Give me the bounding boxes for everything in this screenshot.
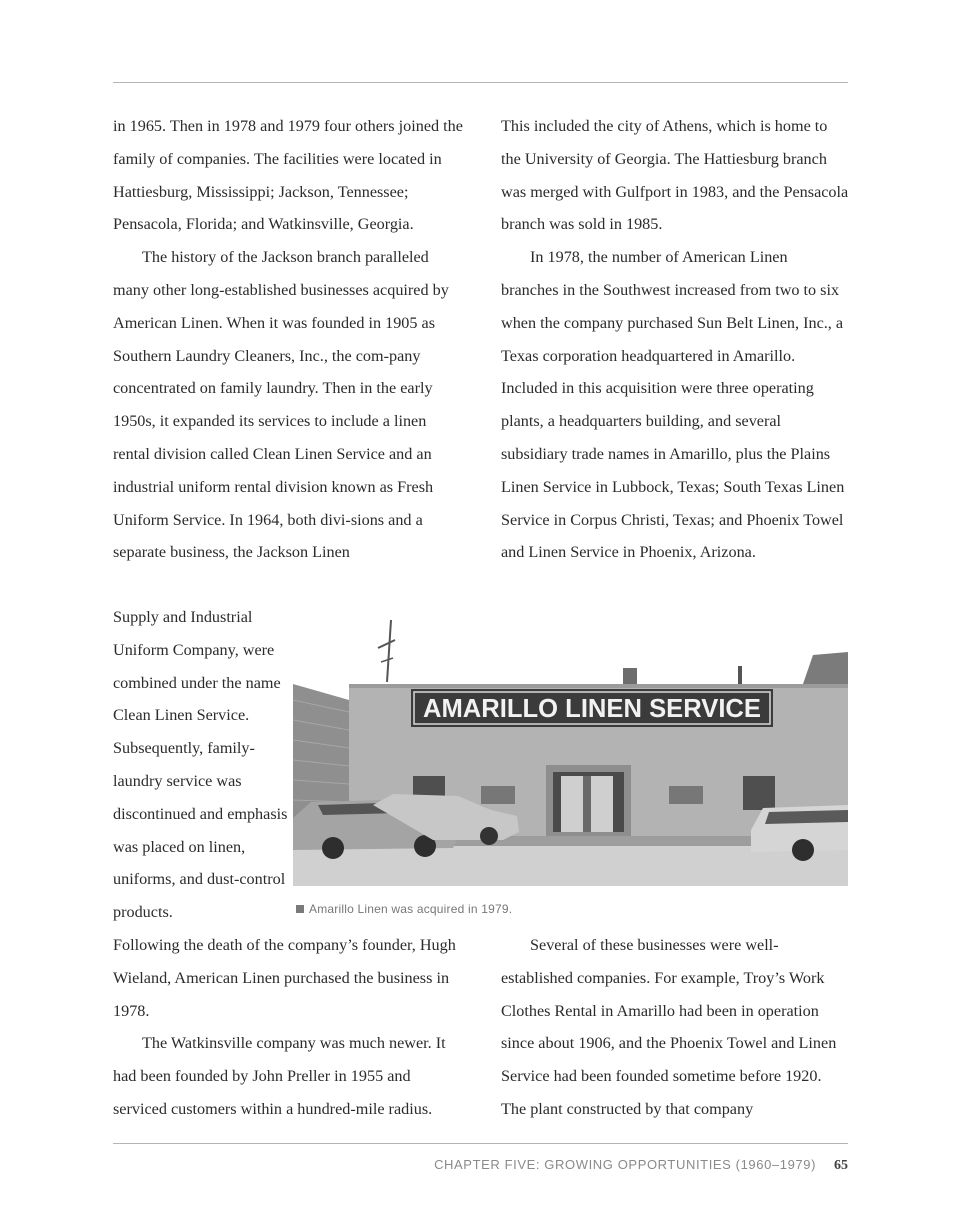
top-rule — [113, 82, 848, 83]
page-number: 65 — [834, 1158, 848, 1173]
right-column-bottom — [501, 929, 849, 1126]
left-column-wrap-around-photo — [113, 601, 293, 929]
paragraph: in 1965. Then in 1978 and 1979 four others joined the family of companies. The facilities were located in Hattiesburg, Mississippi; Jackson, Tennessee; Pensacola, Florida; and Watkinsville, Georgia. — [113, 117, 463, 234]
paragraph: This included the city of Athens, which is home to the University of Georgia. The Hattiesburg branch was merged with Gulfport in 1983, and the Pensacola branch was sold in 1985. — [501, 117, 849, 234]
amarillo-linen-photo — [293, 600, 848, 886]
bottom-rule — [113, 1143, 848, 1144]
sign-text: AMARILLO LINEN SERVICE — [423, 693, 761, 723]
caption-text: Amarillo Linen was acquired in 1979. — [309, 902, 513, 916]
paragraph: The Watkinsville company was much newer. It had been founded by John Preller in 1955 and serviced customers within a hundred-mile radius. — [113, 1034, 446, 1118]
paragraph: In 1978, the number of American Linen branches in the Southwest increased from two to six when the company purchased Sun Belt Linen, Inc., a Texas corporation headquartered in Amarillo. Included in this acquisition were three operating plants, a headquarters building, and several subsidiary trade names in Amarillo, plus the Plains Linen Service in Lubbock, Texas; South Texas Linen Service in Corpus Christi, Texas; and Phoenix Towel and Linen Service in Phoenix, Arizona. — [501, 248, 845, 562]
left-column-top — [113, 110, 463, 569]
paragraph: Supply and Industrial Uniform Company, were combined under the name Clean Linen Service. Subsequently, family-laundry service was discontinued and emphasis was placed on linen, uniforms, and dust-control products. — [113, 608, 288, 922]
paragraph: Following the death of the company’s founder, Hugh Wieland, American Linen purchased the business in 1978. — [113, 936, 456, 1020]
page-footer — [434, 1157, 848, 1174]
right-column-top — [501, 110, 849, 569]
running-footer-chapter: CHAPTER FIVE: GROWING OPPORTUNITIES (1960–1979) — [434, 1157, 816, 1172]
paragraph: The history of the Jackson branch paralleled many other long-established businesses acquired by American Linen. When it was founded in 1905 as Southern Laundry Cleaners, Inc., the com-pany concentrated on family laundry. Then in the early 1950s, it expanded its services to include a linen rental division called Clean Linen Service and an industrial uniform rental division known as Fresh Uniform Service. In 1964, both divi-sions and a separate business, the Jackson Linen — [113, 248, 449, 562]
left-column-bottom — [113, 929, 463, 1126]
photo-caption — [296, 902, 512, 916]
paragraph: Several of these businesses were well-established companies. For example, Troy’s Work Clothes Rental in Amarillo had been in operation since about 1906, and the Phoenix Towel and Linen Service had been founded sometime before 1920. The plant constructed by that company — [501, 936, 837, 1118]
caption-bullet-icon — [296, 905, 304, 913]
